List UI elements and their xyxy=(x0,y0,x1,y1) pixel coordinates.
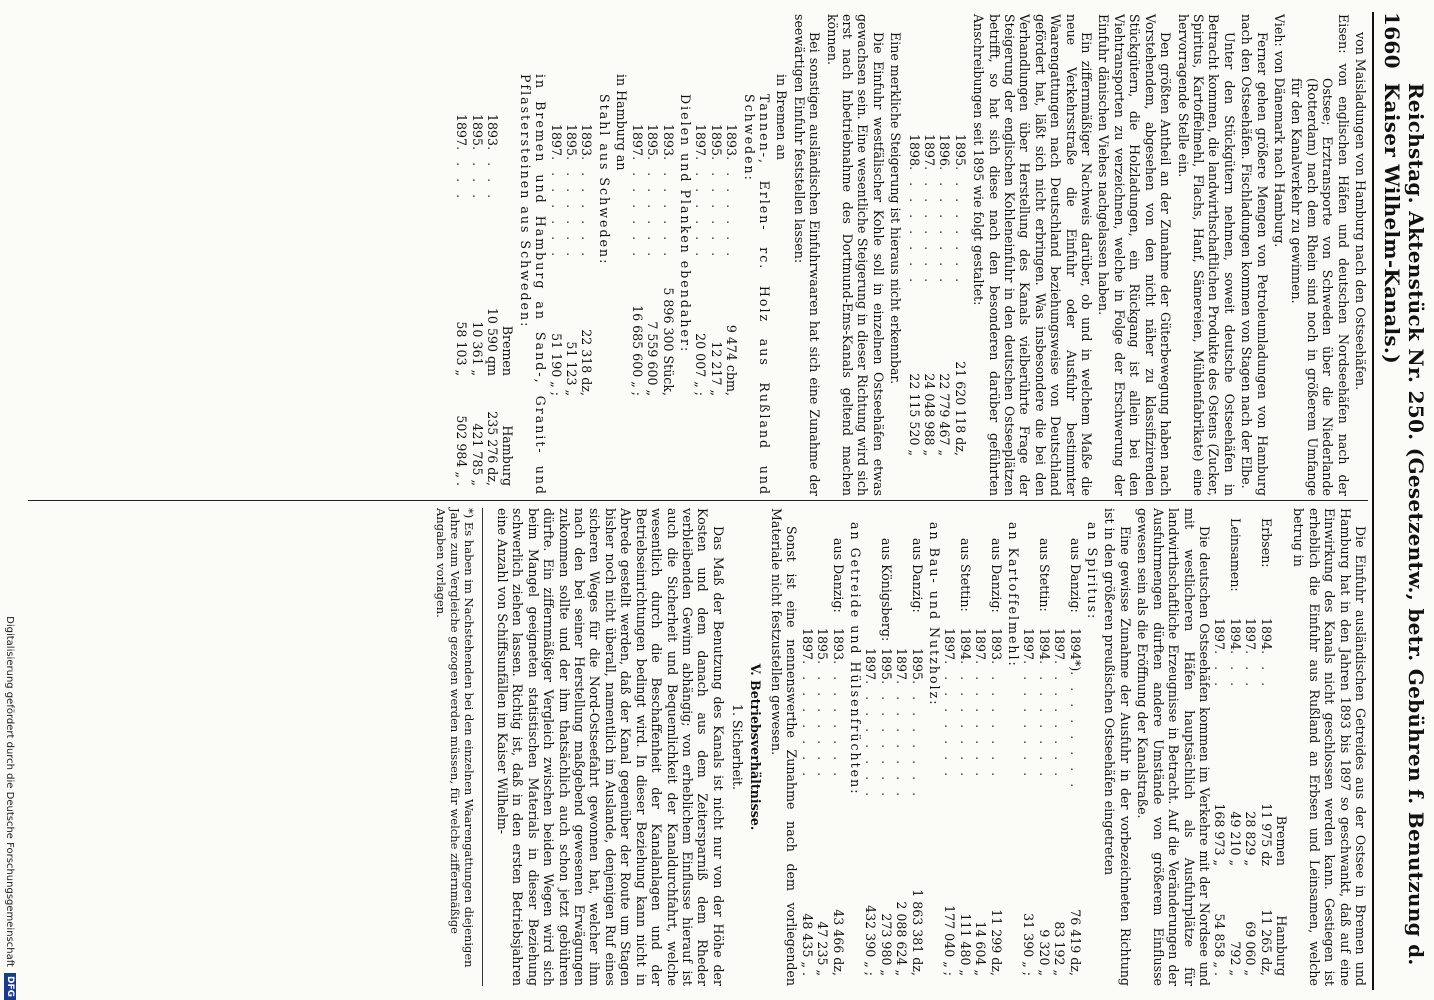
footnote: *) Es haben im Nachstehenden bei den einzelnen Waarengattungen diejenigen Jahre zum Vergleiche gezogen werden müssen, für welche ziffernmäßige Angaben vorlagen. xyxy=(434,508,483,986)
table-row: 1897 . . . . . . . . 177 040 „ ; xyxy=(942,628,958,976)
commodity-label: Tannen-, Erlen- rc. Holz aus Rußland und Schweden: xyxy=(741,94,772,496)
commodity-label: an Getreide und Hülsenfrüchten: xyxy=(848,522,863,796)
table-row: 1895 . . . . . . . . 21 620 118 dz, xyxy=(952,134,968,456)
paragraph: Die Einfuhr ausländischen Getreides aus der Ostsee in Bremen und Hamburg hat in den Jahren 1893 bis 1897 so geschwankt, daß auf eine Einwirkung des Kanals nicht geschlossen werden kann. Gestiegen ist erheblich die Einfuhr aus Rußland an Erbsen und Leinsamen, welche betrug in xyxy=(1291,508,1368,986)
location-label: in Hamburg an xyxy=(614,74,630,171)
paragraph-eisen xyxy=(1289,14,1351,496)
paragraph: Das Maß der Benutzung des Kanals ist nicht nur von der Höhe der Kosten und dem danach aus dem Zeitersparniß dem Rheder verbleibenden Gewinn abhängig; von erheblichem Einflusse hierauf ist auch die Sicherheit und Bequemlichkeit der Kanaldurchfahrt, welche wesentlich durch die Beschaffenheit der Kanalanlagen und der Betriebseinrichtungen bedingt wird. In dieser Beziehung kann nicht in Abrede gestellt werden, daß der Kanal gegenüber der Route um Stagen bisher noch nicht überall, namentlich im Auslande, denjenigen Ruf eines sicheren Weges für die Nord-Ostseefahrt gewonnen hat, welcher ihm nach den bei seiner Herstellung maßgebend gewesenen Erwägungen zukommen sollte und der ihm thatsächlich auch schon jetzt gebühren dürfte. Ein ziffernmäßiger Vergleich zwischen beiden Wegen wird sich beim Mangel geeigneten statistischen Materials in dieser Beziehung schwerlich ziehen lassen. Richtig ist, daß in den ersten Betriebsjahren eine Anzahl von Schiffsunfällen im Kaiser Wilhelm- xyxy=(495,508,726,986)
paragraph: Die Einfuhr westfälischer Kohle soll in einzelnen Ostseehäfen etwas gewachsen sein. Eine wesentliche Steigerung in dieser Richtung wird sich erst nach Inbetriebnahme des Dortmund-Ems-Kanals geltend machen können. xyxy=(824,14,886,496)
grain-table xyxy=(1212,508,1274,986)
term-label: Vieh: xyxy=(1271,14,1287,47)
dielen-table xyxy=(629,14,675,496)
table-row: 1897 . . . 28 829 „ 69 060 „ xyxy=(1243,618,1259,976)
table-row: aus Stettin: 1894 . . . . . . . . 111 480 „ xyxy=(957,538,973,976)
table-row: aus Danzig: 1893 . . . . . . . . 43 466 dz, xyxy=(830,538,846,976)
term-text: von englischen Häfen und deutschen Nordseehäfen nach der Ostsee; Erztransporte von Schweden über die Niederlande (Rotterdam) nach dem Rhein sind noch in größerem Umfange für den Kanalverkehr zu gewinnen. xyxy=(1289,63,1351,496)
table-row: aus Stettin: 1894 . . . . . . . . 9 320 „ xyxy=(1036,538,1052,976)
commodity-label: Stahl aus Schweden: xyxy=(596,94,612,266)
table-row: 1893 . . . . . . . 9 474 cbm, xyxy=(724,124,740,396)
coal-table xyxy=(906,14,968,496)
term-label: Eisen: xyxy=(1335,14,1351,54)
commodity-label: an Bau- und Nutzholz: xyxy=(927,522,943,707)
paragraph: von Maisladungen von Hamburg nach den Ostseehäfen. xyxy=(1353,32,1368,391)
table-row: 1897 . . . . . . . . 2 088 624 „ xyxy=(894,648,910,976)
section-heading: V. Betriebsverhältnisse. xyxy=(747,663,763,831)
sand-table xyxy=(454,14,500,496)
table-row: 1898 . . . . . . . . 22 115 520 „ xyxy=(906,134,922,456)
page-header xyxy=(1380,12,1428,990)
table-row: 1897 . . . . . . . . 14 604 „ xyxy=(973,628,989,976)
table-row: 1897 . . . . . . . 51 190 „ ; xyxy=(548,124,564,396)
paragraph: Sonst ist eine nennenswerthe Zunahme nach dem vorliegenden Materiale nicht festzustellen gewesen. xyxy=(768,508,800,986)
table-header: Bremen Hamburg xyxy=(500,325,516,486)
subsection-heading: 1. Sicherheit. xyxy=(730,704,746,790)
tannen-table xyxy=(693,14,739,496)
table-row: 1893 . . . . 10 590 qm 235 276 dz, xyxy=(485,114,501,486)
table-row: Erbsen: 1894 . . . 11 975 dz 11 265 dz, xyxy=(1258,518,1274,976)
paragraph: Eine gewisse Zunahme der Ausfuhr in der vorbezeichneten Richtung ist in den größeren preußischen Ostseehäfen eingetreten xyxy=(1102,508,1133,986)
commodity-label: in Bremen und Hamburg an Sand-, Granit- und Pflastersteinen aus Schweden: xyxy=(517,74,549,496)
table-row: 1897 . . . . . . . 20 007 „ ; xyxy=(693,124,709,396)
table-row: 1897 . . . . . . . . 24 048 988 „ xyxy=(922,134,938,456)
table-row: aus Danzig: 1894*) . . . . . . . . 76 419 dz, xyxy=(1067,538,1083,976)
table-row: 1897 . . . 168 973 „ 54 858 „ . xyxy=(1212,618,1228,976)
paragraph: Bei sonstigen ausländischen Einfuhrwaaren hat sich eine Zunahme der seewärtigen Einfuhr feststellen lassen: xyxy=(791,14,823,496)
paragraph: Eine merkliche Steigerung ist hieraus nicht erkennbar. xyxy=(888,32,904,385)
table-row: aus Königsberg: 1895 . . . . . . . . 273 980 „ xyxy=(878,538,894,976)
paragraph: Ein ziffernmäßiger Nachweis darüber, ob und in welchem Maße die neue Verkehrsstraße die Einfuhr oder Ausfuhr bestimmter Waarengattungen nach Deutschland beziehungsweise von Deutschland gefördert hat, läßt sich nicht erbringen. Was insbesondere die bei den Verhandlungen über Herstellung des Kanals vielberührte Frage der Steigerung der englischen Kohleneinfuhr in den deutschen Ostseeplätzen betrifft, so hat sich diese nach den besonderen darüber geführten Anschreibungen seit 1895 wie folgt gestaltet: xyxy=(971,14,1095,496)
commodity-label: an Kartoffelmehl: xyxy=(1006,522,1022,668)
column-divider xyxy=(28,500,1368,501)
spiritus-table xyxy=(1021,508,1083,986)
table-row: 1896 . . . . . . . . 22 779 467 „ xyxy=(937,134,953,456)
table-header: Bremen Hamburg xyxy=(1273,815,1289,976)
digitization-credit xyxy=(4,0,16,1000)
paragraph: Die deutschen Ostseehäfen kommen im Verkehre mit der Nordsee und mit westlicheren Häfen hauptsächlich als Ausfuhrplätze für landwirthschaftliche Erzeugnisse in Betracht. Auf die Veränderungen der Ausfuhrmengen dürften andere Umstände von größerem Einflusse gewesen sein als die Eröffnung der Kanalstraße. xyxy=(1135,508,1212,986)
getreide-table xyxy=(799,508,845,986)
commodity-label: Dielen und Planken ebendaher: xyxy=(677,94,693,354)
table-row: 1893 . . . . . . . 22 318 dz, xyxy=(579,124,595,396)
table-row: 1895 . . . . . . . 51 123 „ xyxy=(564,124,580,396)
header-rule xyxy=(1372,12,1374,990)
location-label: in Bremen an xyxy=(774,74,790,160)
term-text: von Dänemark nach Hamburg. xyxy=(1271,50,1287,248)
table-row: 1897 . . . . 58 103 „ 502 984 „ . xyxy=(454,114,470,486)
right-column xyxy=(434,508,1368,986)
table-row: 1897 . . . . . . . . 48 435 „ . xyxy=(799,628,815,976)
left-column xyxy=(454,14,1368,496)
credit-text: Digitalisierung gefördert durch die Deutsche Forschungsgemeinschaft xyxy=(4,616,16,967)
dfg-logo-icon: DFG xyxy=(4,973,16,1000)
table-row: 1897 . . . . . . . . 83 192 „ xyxy=(1052,628,1068,976)
stahl-table xyxy=(548,14,594,496)
paragraph-vieh xyxy=(1272,14,1287,496)
bauholz-table xyxy=(863,508,925,986)
table-row: 1897 . . . . . . . . 432 390 „ ; xyxy=(863,648,879,976)
kartoffel-table xyxy=(942,508,1004,986)
page-number: 1660 xyxy=(1380,12,1404,69)
table-row: 1895 . . . . . . . 7 559 600 „ xyxy=(645,124,661,396)
table-row: 1895 . . . . . . . 12 217 „ xyxy=(708,124,724,396)
page-title: Reichstag. Aktenstück Nr. 250. (Gesetzentw., betr. Gebühren f. Benutzung d. Kaiser Wilhelm-Kanals.) xyxy=(1380,82,1428,966)
table-row: aus Danzig: 1895 . . . . . . . . 1 863 381 dz, xyxy=(909,538,925,976)
table-row: 1895 . . . . 10 361 „ 421 785 „ xyxy=(469,114,485,486)
commodity-label: an Spiritus: xyxy=(1085,522,1101,621)
table-row: Leinsamen: 1894 . . . 49 210 „ 792 „ xyxy=(1227,518,1243,976)
table-row: 1893 . . . . . . . 5 896 300 Stück, xyxy=(660,124,676,396)
paragraph: Den größten Antheil an der Zunahme der Güterbewegung haben nach Vorstehendem, abgesehen von den nicht näher zu klassifizirenden Stückgütern, die Holzladungen, ein Rückgang ist allein bei den Viehtransporten zu verzeichnen, welche in Folge der Erschwerung der Einfuhr dänischen Viehes nachgelassen haben. xyxy=(1096,14,1174,496)
table-row: 1895 . . . . . . . . 47 235 „ xyxy=(815,628,831,976)
table-row: 1897 . . . . . . . 16 685 600 „ ; xyxy=(629,124,645,396)
table-row: aus Danzig: 1893 . . . . . . . . 11 299 dz, xyxy=(988,538,1004,976)
paragraph: Unter den Stückgütern nehmen, soweit deutsche Ostseehäfen in Betracht kommen, die landwirthschaftlichen Produkte des Ostens (Zucker, Spiritus, Kartoffelmehl, Flachs, Hanf, Sämereien, Mühlenfabrikate) eine hervorragende Stelle ein. xyxy=(1175,14,1237,496)
paragraph: Ferner gehen größere Mengen von Petroleumladungen von Hamburg nach den Ostseehäfen. Fischladungen kommen von Stagen nach der Elbe. xyxy=(1239,14,1270,496)
table-row: 1897 . . . . . . . . 31 390 „ ; xyxy=(1021,628,1037,976)
